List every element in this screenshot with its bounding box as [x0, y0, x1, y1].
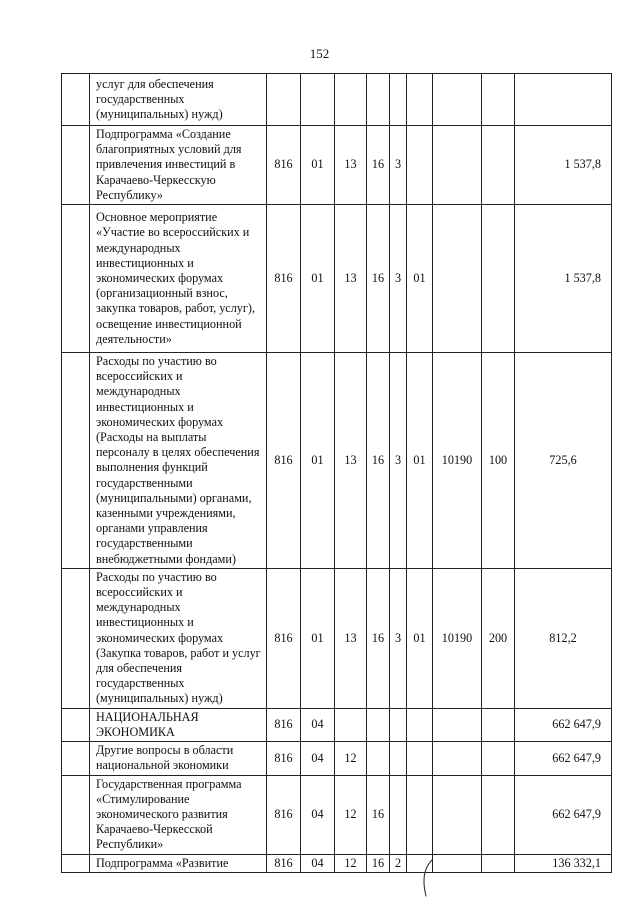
row-marker-cell — [62, 353, 90, 569]
amount-cell: 136 332,1 — [515, 854, 612, 872]
expense-type-cell — [482, 854, 515, 872]
section-code-cell: 01 — [301, 205, 335, 353]
amount-cell: 662 647,9 — [515, 742, 612, 775]
table-row — [62, 708, 612, 741]
handwritten-mark — [418, 858, 438, 898]
ved-code-cell: 816 — [267, 775, 301, 854]
row-marker-cell — [62, 205, 90, 353]
target-article-part3-cell: 01 — [407, 205, 433, 353]
expense-type-cell — [482, 742, 515, 775]
section-code-cell: 04 — [301, 775, 335, 854]
amount-cell: 662 647,9 — [515, 775, 612, 854]
target-article-part1-cell: 16 — [367, 775, 390, 854]
section-code-cell: 01 — [301, 568, 335, 708]
target-article-part1-cell — [367, 74, 390, 126]
row-name-cell: Государственная программа «Стимулирование экономического развития Карачаево-Черкесской Республики» — [90, 775, 267, 854]
target-article-part2-cell — [390, 708, 407, 741]
ved-code-cell: 816 — [267, 708, 301, 741]
amount-cell: 725,6 — [515, 353, 612, 569]
section-code-cell: 01 — [301, 353, 335, 569]
budget-table — [61, 73, 612, 873]
row-name-cell: Подпрограмма «Создание благоприятных условий для привлечения инвестиций в Карачаево-Черкесскую Республику» — [90, 126, 267, 205]
ved-code-cell: 816 — [267, 568, 301, 708]
section-code-cell: 04 — [301, 854, 335, 872]
expense-type-cell — [482, 126, 515, 205]
target-article-part4-cell — [433, 775, 482, 854]
target-article-part1-cell — [367, 708, 390, 741]
target-article-part4-cell: 10190 — [433, 568, 482, 708]
target-article-part2-cell: 3 — [390, 353, 407, 569]
section-code-cell: 04 — [301, 708, 335, 741]
target-article-part1-cell: 16 — [367, 353, 390, 569]
row-marker-cell — [62, 74, 90, 126]
amount-cell: 1 537,8 — [515, 205, 612, 353]
table-row — [62, 854, 612, 872]
expense-type-cell — [482, 708, 515, 741]
subsection-code-cell: 13 — [335, 353, 367, 569]
row-marker-cell — [62, 742, 90, 775]
ved-code-cell: 816 — [267, 353, 301, 569]
ved-code-cell: 816 — [267, 126, 301, 205]
ved-code-cell: 816 — [267, 205, 301, 353]
row-name-cell: Расходы по участию во всероссийских и международных инвестиционных и экономических форумах (Расходы на выплаты персоналу в целях обеспечения выполнения функций государственными (муниципальными) органами, казенными учреждениями, органами управления государственными внебюджетными фондами) — [90, 353, 267, 569]
target-article-part2-cell — [390, 742, 407, 775]
target-article-part3-cell — [407, 708, 433, 741]
row-marker-cell — [62, 126, 90, 205]
target-article-part2-cell: 2 — [390, 854, 407, 872]
subsection-code-cell: 13 — [335, 205, 367, 353]
subsection-code-cell: 13 — [335, 568, 367, 708]
target-article-part2-cell: 3 — [390, 126, 407, 205]
target-article-part3-cell — [407, 126, 433, 205]
target-article-part3-cell: 01 — [407, 568, 433, 708]
target-article-part3-cell — [407, 74, 433, 126]
subsection-code-cell: 12 — [335, 775, 367, 854]
amount-cell: 662 647,9 — [515, 708, 612, 741]
row-name-cell: Основное мероприятие «Участие во всероссийских и международных инвестиционных и экономических форумах (организационный взнос, закупка товаров, работ, услуг), освещение инвестиционной деятельности» — [90, 205, 267, 353]
row-name-cell: НАЦИОНАЛЬНАЯ ЭКОНОМИКА — [90, 708, 267, 741]
subsection-code-cell: 12 — [335, 742, 367, 775]
row-name-cell: Другие вопросы в области национальной экономики — [90, 742, 267, 775]
row-name-cell: Подпрограмма «Развитие — [90, 854, 267, 872]
row-marker-cell — [62, 854, 90, 872]
expense-type-cell — [482, 775, 515, 854]
table-row — [62, 742, 612, 775]
table-row — [62, 568, 612, 708]
target-article-part1-cell: 16 — [367, 854, 390, 872]
target-article-part4-cell: 10190 — [433, 353, 482, 569]
table-row — [62, 205, 612, 353]
table-row — [62, 353, 612, 569]
row-marker-cell — [62, 568, 90, 708]
target-article-part3-cell: 01 — [407, 353, 433, 569]
target-article-part3-cell — [407, 775, 433, 854]
target-article-part4-cell — [433, 708, 482, 741]
expense-type-cell: 100 — [482, 353, 515, 569]
ved-code-cell — [267, 74, 301, 126]
row-name-cell: услуг для обеспечения государственных (муниципальных) нужд) — [90, 74, 267, 126]
target-article-part4-cell — [433, 74, 482, 126]
target-article-part2-cell — [390, 775, 407, 854]
amount-cell: 1 537,8 — [515, 126, 612, 205]
ved-code-cell: 816 — [267, 854, 301, 872]
subsection-code-cell: 12 — [335, 854, 367, 872]
expense-type-cell: 200 — [482, 568, 515, 708]
table-row — [62, 74, 612, 126]
ved-code-cell: 816 — [267, 742, 301, 775]
target-article-part4-cell — [433, 205, 482, 353]
page-number: 152 — [309, 46, 330, 61]
section-code-cell: 01 — [301, 126, 335, 205]
table-row — [62, 775, 612, 854]
subsection-code-cell — [335, 708, 367, 741]
table-row — [62, 126, 612, 205]
amount-cell — [515, 74, 612, 126]
row-marker-cell — [62, 708, 90, 741]
target-article-part4-cell — [433, 126, 482, 205]
target-article-part1-cell: 16 — [367, 568, 390, 708]
amount-cell: 812,2 — [515, 568, 612, 708]
expense-type-cell — [482, 205, 515, 353]
target-article-part1-cell — [367, 742, 390, 775]
target-article-part4-cell — [433, 854, 482, 872]
section-code-cell — [301, 74, 335, 126]
target-article-part2-cell — [390, 74, 407, 126]
subsection-code-cell — [335, 74, 367, 126]
target-article-part4-cell — [433, 742, 482, 775]
target-article-part1-cell: 16 — [367, 126, 390, 205]
row-marker-cell — [62, 775, 90, 854]
target-article-part3-cell — [407, 742, 433, 775]
section-code-cell: 04 — [301, 742, 335, 775]
row-name-cell: Расходы по участию во всероссийских и международных инвестиционных и экономических форумах (Закупка товаров, работ и услуг для обеспечения государственных (муниципальных) нужд) — [90, 568, 267, 708]
target-article-part2-cell: 3 — [390, 568, 407, 708]
subsection-code-cell: 13 — [335, 126, 367, 205]
target-article-part2-cell: 3 — [390, 205, 407, 353]
expense-type-cell — [482, 74, 515, 126]
target-article-part1-cell: 16 — [367, 205, 390, 353]
